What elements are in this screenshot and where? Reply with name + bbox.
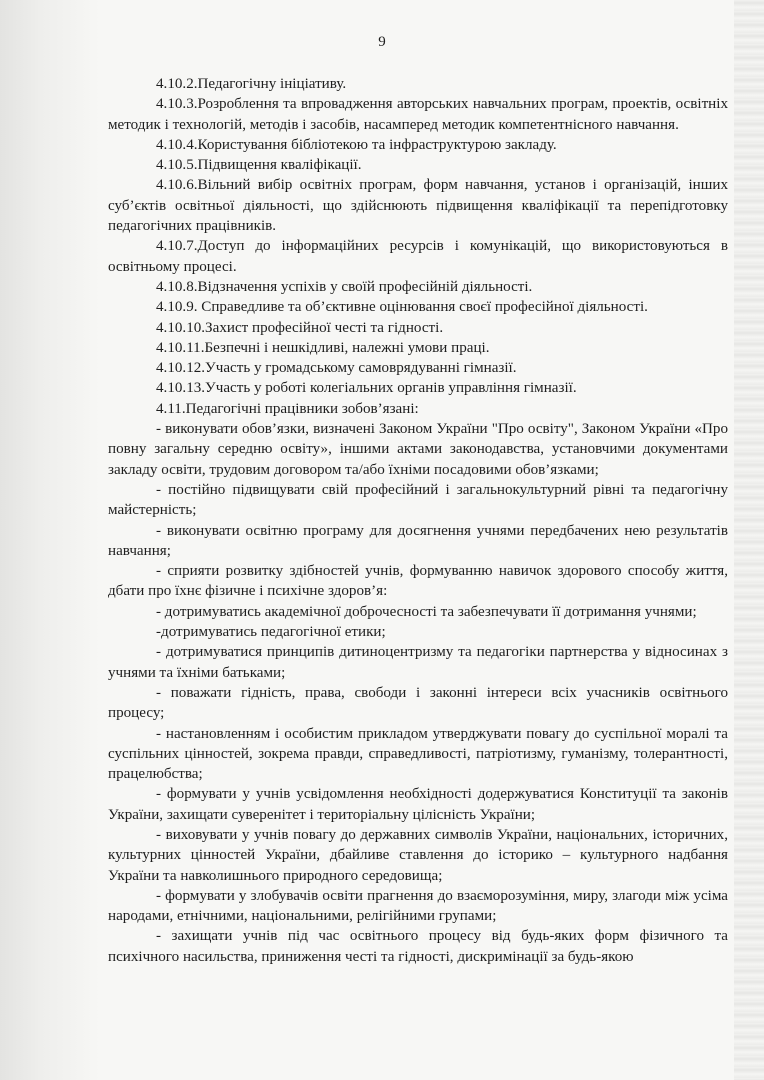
duty-item: - формувати у учнів усвідомлення необхідності додержуватися Конституції та законів України, захищати суверенітет і територіальну цілісність України; xyxy=(108,786,728,823)
duty-item: - виховувати у учнів повагу до державних символів України, національних, історичних, культурних цінностей України, дбайливе ставлення до історико – культурного надбання України та навколишнього природного середовища; xyxy=(108,826,728,884)
duty-item: - дотримуватись академічної доброчесності та забезпечувати її дотримання учнями; xyxy=(156,603,697,620)
page-number: 9 xyxy=(378,34,386,50)
duty-item: - дотримуватися принципів дитиноцентризму та педагогіки партнерства у відносинах з учнями та їхніми батьками; xyxy=(108,644,728,681)
paragraph-4-10-10: 4.10.10.Захист професійної честі та гідності. xyxy=(156,319,444,336)
scan-left-shadow xyxy=(0,0,100,1080)
paragraph-4-10-7: 4.10.7.Доступ до інформаційних ресурсів і комунікацій, що використовуються в освітньому процесі. xyxy=(108,238,728,275)
duty-item: - поважати гідність, права, свободи і законні інтереси всіх учасників освітнього процесу; xyxy=(108,684,728,722)
duty-item: - постійно підвищувати свій професійний і загальнокультурний рівні та педагогічну майстерність; xyxy=(108,481,728,519)
paragraph-4-11: 4.11.Педагогічні працівники зобов’язані: xyxy=(156,400,419,417)
duty-item: - сприяти розвитку здібностей учнів, формуванню навичок здорового способу життя, дбати про їхнє фізичне і психічне здоров’я: xyxy=(108,563,728,600)
paragraph-4-10-2: 4.10.2.Педагогічну ініціативу. xyxy=(156,76,347,92)
duty-item: - настановленням і особистим прикладом утверджувати повагу до суспільної моралі та суспільних цінностей, зокрема правди, справедливості, патріотизму, гуманізму, толерантності, працелюбства; xyxy=(108,725,728,783)
scan-right-edge xyxy=(734,0,764,1080)
duty-item: -дотримуватись педагогічної етики; xyxy=(156,624,386,641)
paragraph-4-10-12: 4.10.12.Участь у громадському самоврядуванні гімназії. xyxy=(156,360,517,377)
document-body xyxy=(108,74,728,967)
paragraph-4-10-13: 4.10.13.Участь у роботі колегіальних органів управління гімназії. xyxy=(156,380,577,397)
paragraph-4-10-11: 4.10.11.Безпечні і нешкідливі, належні умови праці. xyxy=(156,339,490,356)
paragraph-4-10-3: 4.10.3.Розроблення та впровадження авторських навчальних програм, проектів, освітніх методик і технологій, методів і засобів, насамперед методик компетентнісного навчання. xyxy=(108,96,728,133)
paragraph-4-10-6: 4.10.6.Вільний вибір освітніх програм, форм навчання, установ і організацій, інших суб’єктів освітньої діяльності, що здійснюють підвищення кваліфікації та перепідготовку педагогічних працівників. xyxy=(108,177,728,235)
paragraph-4-10-8: 4.10.8.Відзначення успіхів у своїй професійній діяльності. xyxy=(156,278,533,295)
paragraph-4-10-4: 4.10.4.Користування бібліотекою та інфраструктурою закладу. xyxy=(156,136,557,153)
duty-item: - формувати у злобувачів освіти прагнення до взаєморозуміння, миру, злагоди між усіма народами, етнічними, національними, релігійними групами; xyxy=(108,887,728,925)
duty-item: - виконувати освітню програму для досягнення учнями передбачених нею результатів навчання; xyxy=(108,522,728,559)
duty-item: - захищати учнів під час освітнього процесу від будь-яких форм фізичного та психічного насильства, приниження честі та гідності, дискримінації за будь-якою xyxy=(108,928,728,965)
paragraph-4-10-9: 4.10.9. Справедливе та об’єктивне оцінювання своєї професійної діяльності. xyxy=(156,299,648,316)
paragraph-4-10-5: 4.10.5.Підвищення кваліфікації. xyxy=(156,157,362,174)
duty-item: - виконувати обов’язки, визначені Законом України "Про освіту", Законом України «Про повну загальну середню освіту», іншими актами законодавства, установчими документами закладу освіти, трудовим договором та/або їхніми посадовими обов’язками; xyxy=(108,421,728,478)
